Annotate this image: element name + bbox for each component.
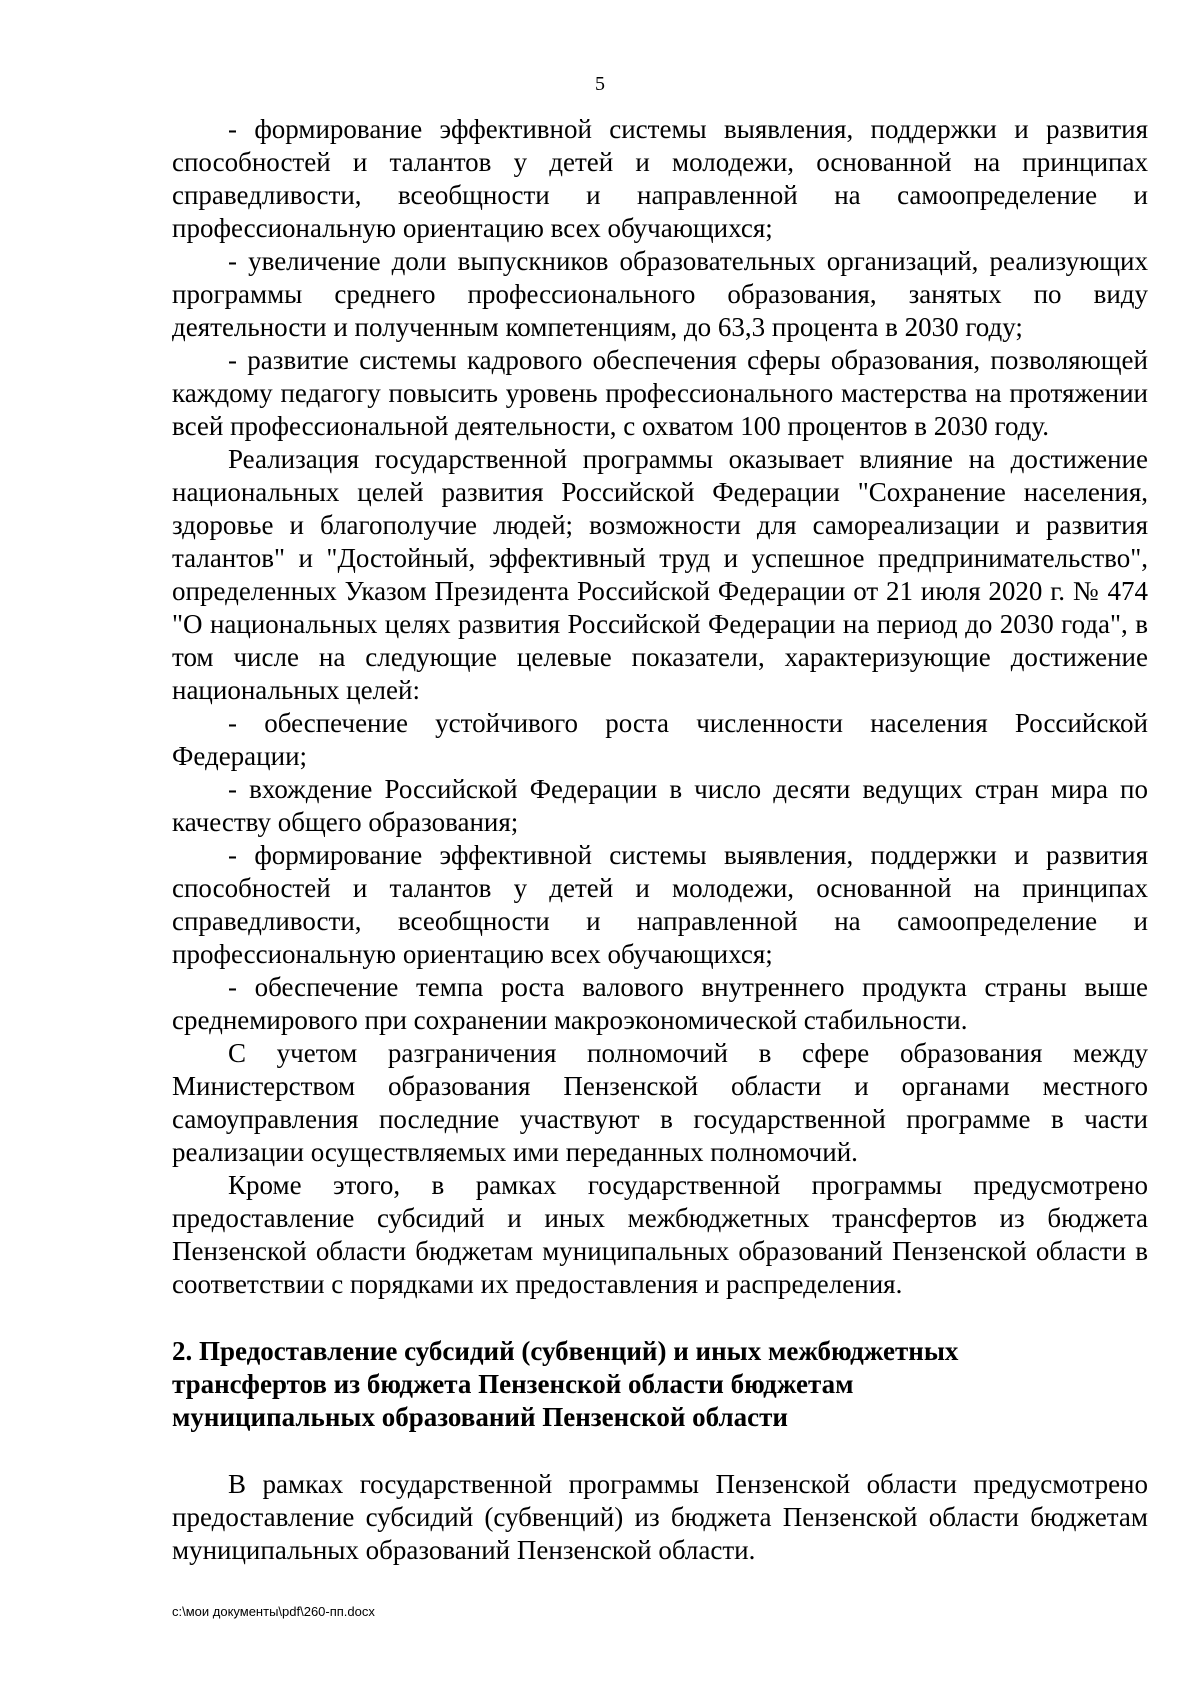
paragraph: Кроме этого, в рамках государственной программы предусмотрено предоставление субсидий и иных межбюджетных трансфертов из бюджета Пензенской области бюджетам муниципальных образований Пензенской области в соответствии с порядками их предоставления и распределения.: [172, 1170, 1148, 1299]
footer-file-path: c:\мои документы\pdf\260-пп.docx: [172, 1604, 375, 1619]
paragraph: - увеличение доли выпускников образовательных организаций, реализующих программы среднего профессионального образования, занятых по виду деятельности и полученным компетенциям, до 63,3 процента в 2030 году;: [172, 246, 1148, 342]
paragraph: - развитие системы кадрового обеспечения сферы образования, позволяющей каждому педагогу повысить уровень профессионального мастерства на протяжении всей профессиональной деятельности, с охватом 100 процентов в 2030 году.: [172, 345, 1148, 441]
section-heading-line: 2. Предоставление субсидий (субвенций) и иных межбюджетных: [172, 1336, 959, 1366]
paragraph: - обеспечение устойчивого роста численности населения Российской Федерации;: [172, 708, 1148, 771]
section-heading-line: муниципальных образований Пензенской области: [172, 1402, 788, 1432]
section-heading: [172, 1335, 1148, 1434]
paragraph: - формирование эффективной системы выявления, поддержки и развития способностей и талантов у детей и молодежи, основанной на принципах справедливости, всеобщности и направленной на самоопределение и профессиональную ориентацию всех обучающихся;: [172, 840, 1148, 969]
document-body: [172, 113, 1148, 1567]
paragraph: - вхождение Российской Федерации в число десяти ведущих стран мира по качеству общего образования;: [172, 774, 1148, 837]
paragraph: С учетом разграничения полномочий в сфере образования между Министерством образования Пензенской области и органами местного самоуправления последние участвуют в государственной программе в части реализации осуществляемых ими переданных полномочий.: [172, 1038, 1148, 1167]
paragraph: В рамках государственной программы Пензенской области предусмотрено предоставление субсидий (субвенций) из бюджета Пензенской области бюджетам муниципальных образований Пензенской области.: [172, 1469, 1148, 1565]
page-number: 5: [595, 73, 605, 95]
paragraph: - обеспечение темпа роста валового внутреннего продукта страны выше среднемирового при сохранении макроэкономической стабильности.: [172, 972, 1148, 1035]
paragraph: - формирование эффективной системы выявления, поддержки и развития способностей и талантов у детей и молодежи, основанной на принципах справедливости, всеобщности и направленной на самоопределение и профессиональную ориентацию всех обучающихся;: [172, 114, 1148, 243]
paragraph: Реализация государственной программы оказывает влияние на достижение национальных целей развития Российской Федерации "Сохранение населения, здоровье и благополучие людей; возможности для самореализации и развития талантов" и "Достойный, эффективный труд и успешное предпринимательство", определенных Указом Президента Российской Федерации от 21 июля 2020 г. № 474 "О национальных целях развития Российской Федерации на период до 2030 года", в том числе на следующие целевые показатели, характеризующие достижение национальных целей:: [172, 444, 1148, 705]
section-heading-line: трансфертов из бюджета Пензенской области бюджетам: [172, 1369, 854, 1399]
